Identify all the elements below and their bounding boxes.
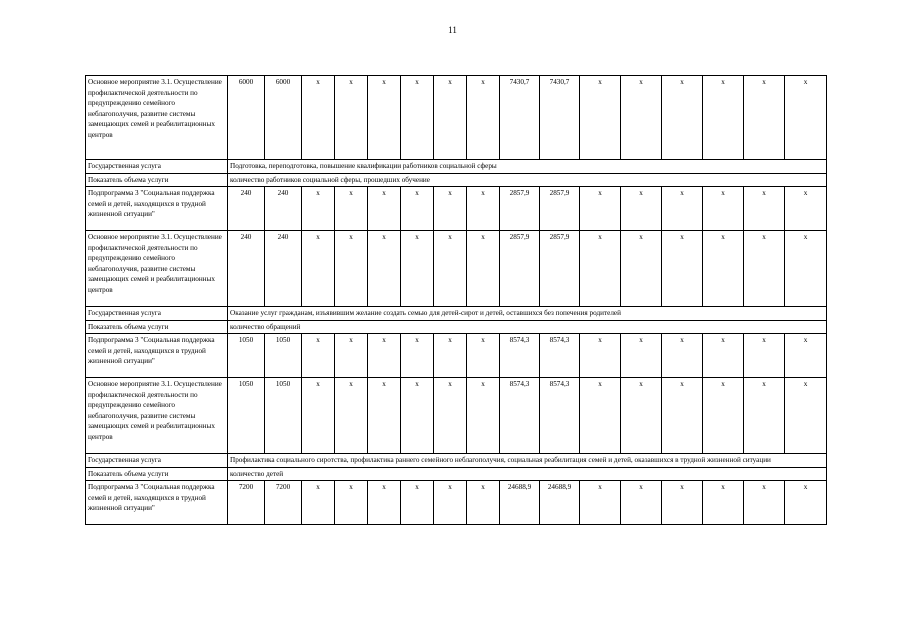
cell: x (662, 378, 703, 454)
cell: x (703, 334, 744, 378)
cell: x (621, 187, 662, 231)
cell: 1050 (228, 334, 265, 378)
cell: x (302, 231, 335, 307)
cell: x (744, 334, 785, 378)
cell: x (434, 334, 467, 378)
cell: 2857,9 (540, 187, 580, 231)
cell: x (785, 334, 827, 378)
cell: x (621, 378, 662, 454)
cell: x (302, 334, 335, 378)
cell: x (302, 481, 335, 525)
cell: x (662, 76, 703, 160)
cell: x (785, 231, 827, 307)
row-name: Основное мероприятие 3.1. Осуществление профилактической деятельности по предупреждению семейного неблагополучия, развитие системы замещающих семей и реабилитационных центров (86, 378, 228, 454)
cell: x (335, 76, 368, 160)
indicator-row (86, 467, 827, 481)
cell: x (662, 231, 703, 307)
cell: x (580, 481, 621, 525)
cell: x (744, 187, 785, 231)
cell: x (401, 187, 434, 231)
cell: x (467, 481, 500, 525)
cell: 24688,9 (500, 481, 540, 525)
cell: x (401, 481, 434, 525)
table-body (86, 76, 827, 525)
cell: 240 (265, 231, 302, 307)
cell: x (580, 76, 621, 160)
cell: x (467, 334, 500, 378)
service-row (86, 307, 827, 321)
cell: 7200 (265, 481, 302, 525)
cell: x (335, 187, 368, 231)
row-name: Подпрограмма 3 "Социальная поддержка семей и детей, находящихся в трудной жизненной ситуации" (86, 334, 228, 378)
cell: 8574,3 (500, 378, 540, 454)
table-row (86, 378, 827, 454)
cell: x (580, 334, 621, 378)
cell: x (335, 378, 368, 454)
cell: x (368, 231, 401, 307)
cell: 8574,3 (500, 334, 540, 378)
cell: 6000 (265, 76, 302, 160)
cell: 1050 (228, 378, 265, 454)
indicator-value: количество работников социальной сферы, прошедших обучение (228, 173, 827, 187)
service-value: Оказание услуг гражданам, изъявившим желание создать семью для детей-сирот и детей, оставшихся без попечения родителей (228, 307, 827, 321)
cell: x (434, 481, 467, 525)
cell: 7200 (228, 481, 265, 525)
cell: x (744, 76, 785, 160)
indicator-row (86, 320, 827, 334)
cell: x (785, 481, 827, 525)
cell: x (335, 334, 368, 378)
cell: x (368, 334, 401, 378)
cell: 2857,9 (540, 231, 580, 307)
service-label: Государственная услуга (86, 454, 228, 468)
indicator-row (86, 173, 827, 187)
cell: x (785, 76, 827, 160)
cell: x (785, 187, 827, 231)
row-name: Подпрограмма 3 "Социальная поддержка семей и детей, находящихся в трудной жизненной ситуации" (86, 187, 228, 231)
cell: x (662, 481, 703, 525)
cell: 8574,3 (540, 378, 580, 454)
cell: x (703, 76, 744, 160)
cell: x (302, 378, 335, 454)
cell: x (621, 76, 662, 160)
cell: x (662, 187, 703, 231)
row-name: Основное мероприятие 3.1. Осуществление профилактической деятельности по предупреждению семейного неблагополучия, развитие системы замещающих семей и реабилитационных центров (86, 231, 228, 307)
cell: 240 (228, 187, 265, 231)
service-row (86, 160, 827, 174)
cell: x (744, 378, 785, 454)
cell: 7430,7 (540, 76, 580, 160)
indicator-label: Показатель объема услуги (86, 467, 228, 481)
cell: x (401, 378, 434, 454)
cell: x (434, 231, 467, 307)
service-row (86, 454, 827, 468)
cell: 6000 (228, 76, 265, 160)
cell: x (703, 481, 744, 525)
cell: x (703, 378, 744, 454)
cell: x (368, 378, 401, 454)
cell: x (744, 231, 785, 307)
cell: x (467, 378, 500, 454)
indicator-value: количество обращений (228, 320, 827, 334)
cell: 240 (228, 231, 265, 307)
cell: x (467, 231, 500, 307)
cell: x (621, 481, 662, 525)
service-label: Государственная услуга (86, 160, 228, 174)
indicator-label: Показатель объема услуги (86, 320, 228, 334)
cell: x (335, 481, 368, 525)
indicator-label: Показатель объема услуги (86, 173, 228, 187)
cell: 1050 (265, 334, 302, 378)
service-value: Профилактика социального сиротства, профилактика раннего семейного неблагополучия, социальная реабилитация семей и детей, оказавшихся в трудной жизненной ситуации (228, 454, 827, 468)
cell: x (744, 481, 785, 525)
cell: 240 (265, 187, 302, 231)
cell: x (434, 187, 467, 231)
cell: x (302, 76, 335, 160)
cell: x (401, 231, 434, 307)
cell: x (302, 187, 335, 231)
table-row (86, 187, 827, 231)
page-number: 11 (448, 25, 457, 35)
cell: x (580, 378, 621, 454)
service-label: Государственная услуга (86, 307, 228, 321)
cell: x (580, 187, 621, 231)
cell: x (621, 334, 662, 378)
cell: 24688,9 (540, 481, 580, 525)
table-row (86, 231, 827, 307)
cell: x (703, 231, 744, 307)
cell: x (368, 76, 401, 160)
table-row (86, 76, 827, 160)
indicator-value: количество детей (228, 467, 827, 481)
cell: 2857,9 (500, 231, 540, 307)
cell: x (785, 378, 827, 454)
table-row (86, 334, 827, 378)
cell: x (434, 76, 467, 160)
cell: 7430,7 (500, 76, 540, 160)
cell: x (401, 334, 434, 378)
cell: x (434, 378, 467, 454)
cell: x (621, 231, 662, 307)
cell: x (368, 481, 401, 525)
cell: 8574,3 (540, 334, 580, 378)
cell: x (467, 76, 500, 160)
row-name: Основное мероприятие 3.1. Осуществление профилактической деятельности по предупреждению семейного неблагополучия, развитие системы замещающих семей и реабилитационных центров (86, 76, 228, 160)
cell: x (335, 231, 368, 307)
cell: 2857,9 (500, 187, 540, 231)
cell: x (662, 334, 703, 378)
cell: x (703, 187, 744, 231)
cell: x (368, 187, 401, 231)
cell: 1050 (265, 378, 302, 454)
row-name: Подпрограмма 3 "Социальная поддержка семей и детей, находящихся в трудной жизненной ситуации" (86, 481, 228, 525)
table-row (86, 481, 827, 525)
program-table (85, 75, 827, 525)
cell: x (467, 187, 500, 231)
cell: x (580, 231, 621, 307)
cell: x (401, 76, 434, 160)
service-value: Подготовка, переподготовка, повышение квалификации работников социальной сферы (228, 160, 827, 174)
